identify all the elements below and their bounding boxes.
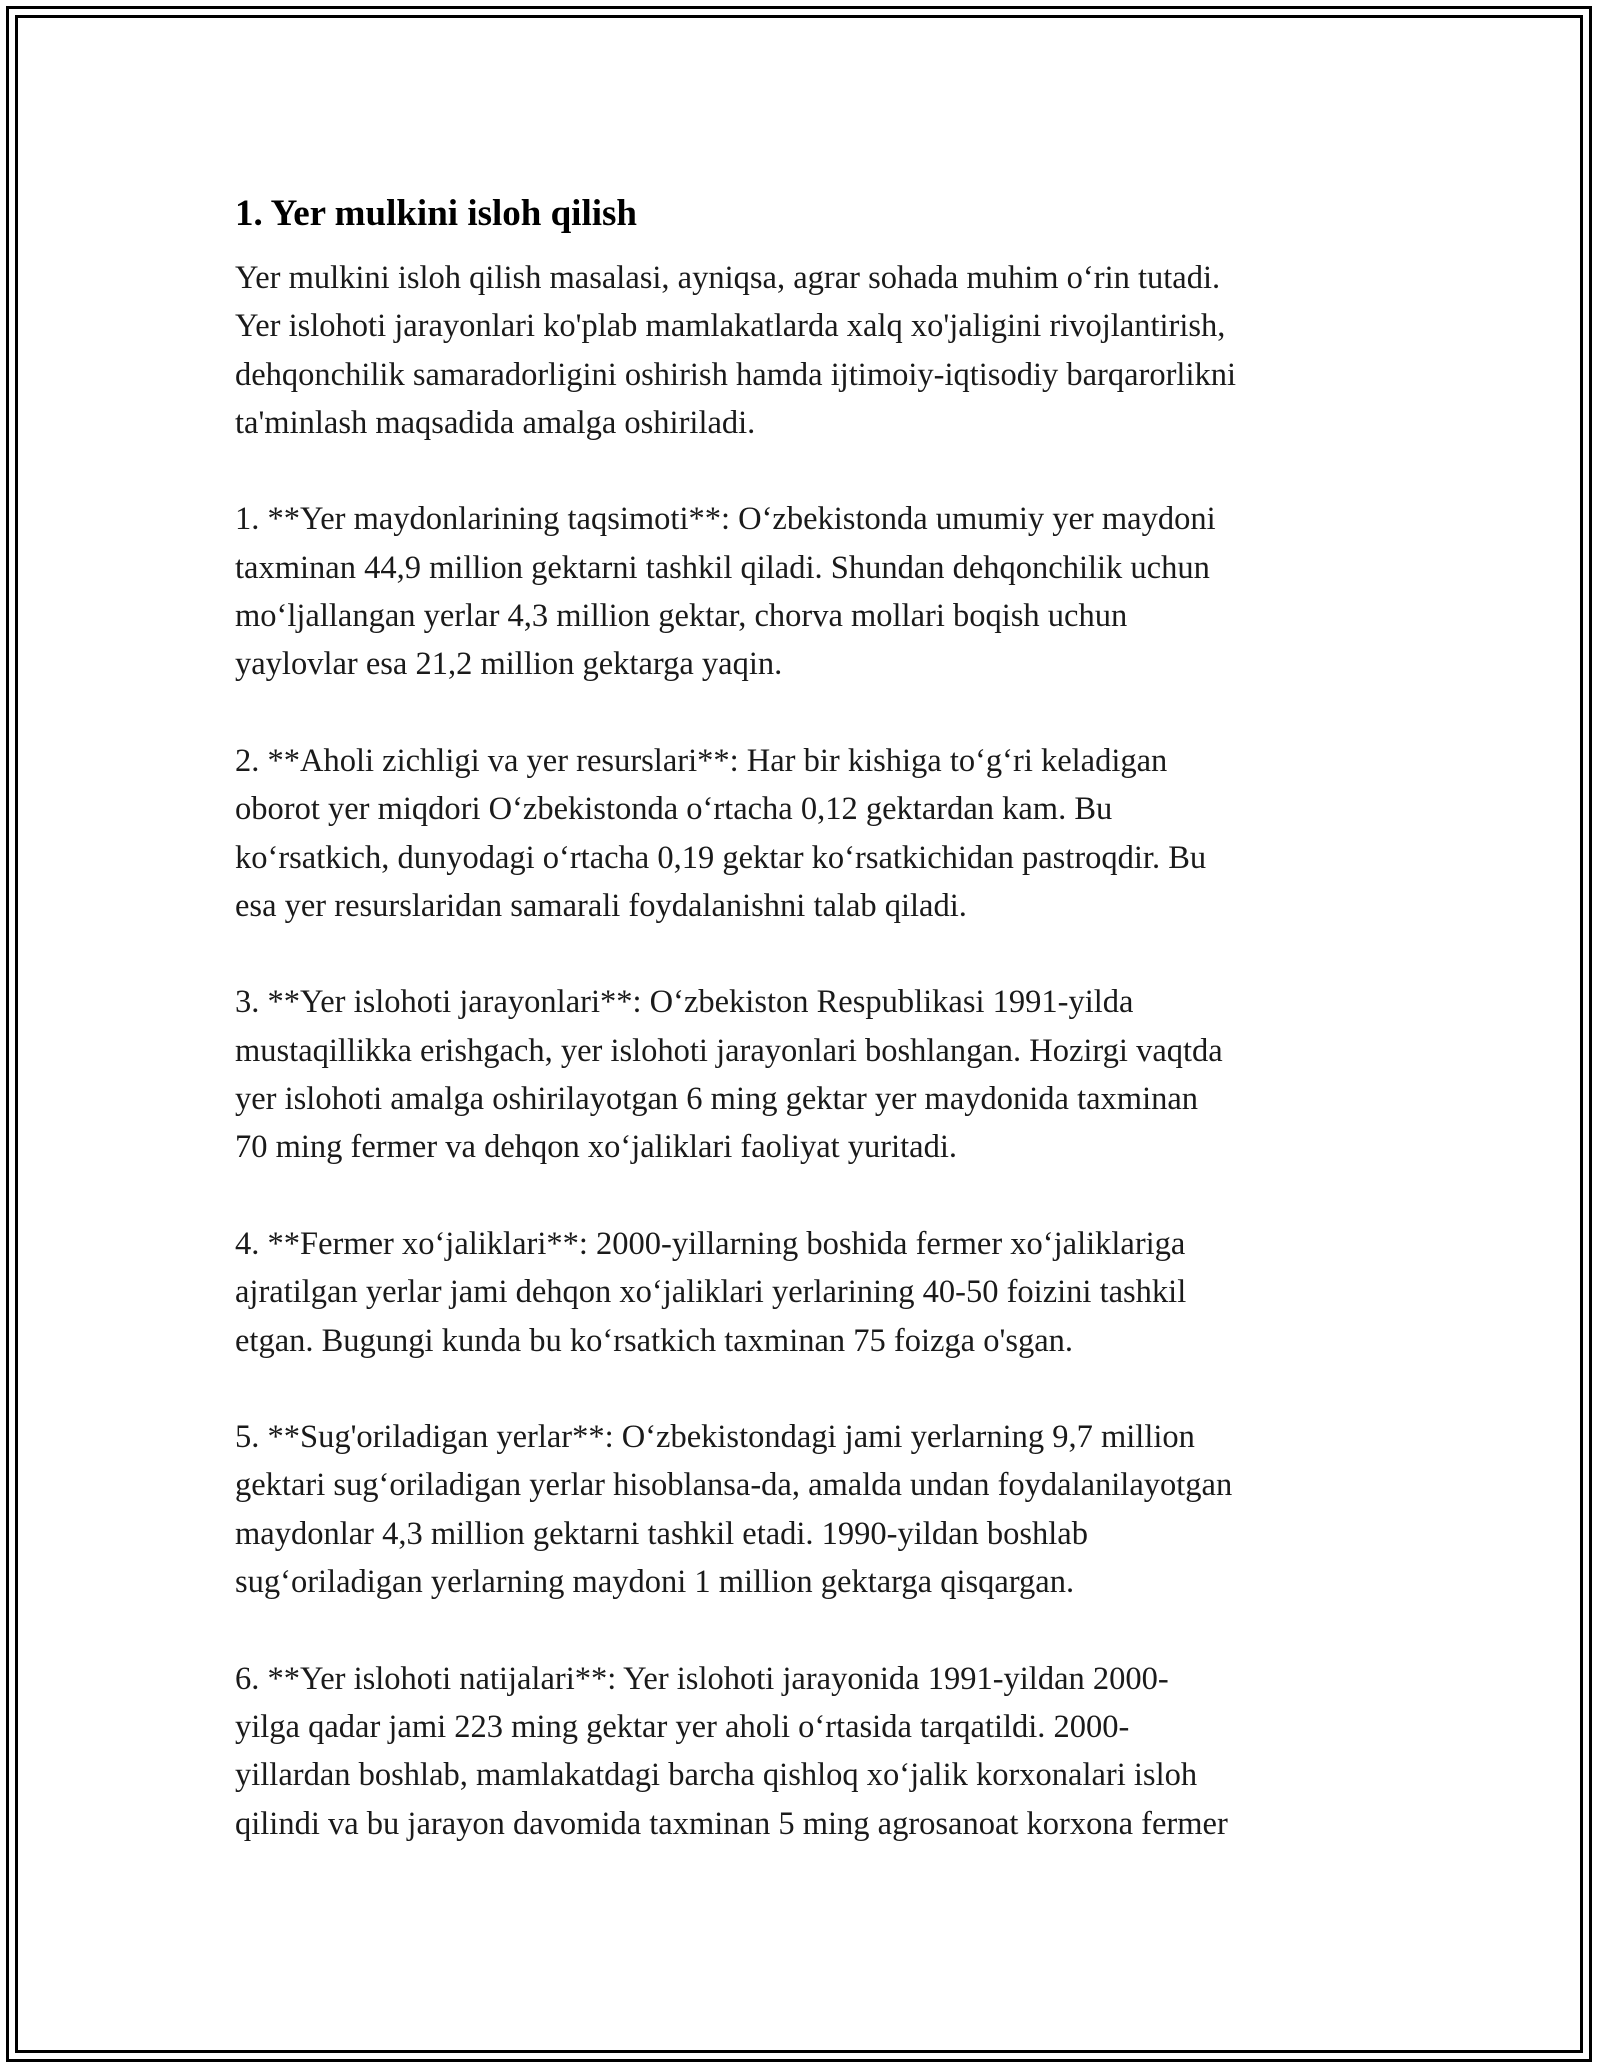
intro-paragraph: Yer mulkini isloh qilish masalasi, ayniqsa, agrar sohada muhim o‘rin tutadi. Yer islohoti jarayonlari ko'plab mamlakatlarda xalq xo'jaligini rivojlantirish, dehqonchilik samaradorligini oshirish hamda ijtimoiy-iqtisodiy barqarorlikni ta'minlash maqsadida amalga oshiriladi. [235,260,1237,441]
list-item-population-density: 2. **Aholi zichligi va yer resurslari**: Har bir kishiga to‘g‘ri keladigan oborot yer miqdori O‘zbekistonda o‘rtacha 0,12 gektardan kam. Bu ko‘rsatkich, dunyodagi o‘rtacha 0,19 gektar ko‘rsatkichidan pastroqdir. Bu esa yer resurslaridan samarali foydalanishni talab qiladi. [235,742,1207,924]
document-body [235,186,1385,1896]
list-item-reform-results: 6. **Yer islohoti natijalari**: Yer islohoti jarayonida 1991-yildan 2000- yilga qadar jami 223 ming gektar yer aholi o‘rtasida tarqatildi. 2000- yillardan boshlab, mamlakatdagi barcha qishloq xo‘jalik korxonalari isloh qilindi va bu jarayon davomida taxminan 5 ming agrosanoat korxona fermer [235,1660,1228,1842]
page-title: 1. Yer mulkini isloh qilish [235,193,637,234]
list-item-land-distribution: 1. **Yer maydonlarining taqsimoti**: O‘zbekistonda umumiy yer maydoni taxminan 44,9 million gektarni tashkil qiladi. Shundan dehqonchilik uchun mo‘ljallangan yerlar 4,3 million gektar, chorva mollari boqish uchun yaylovlar esa 21,2 million gektarga yaqin. [235,501,1216,683]
list-item-farm-enterprises: 4. **Fermer xo‘jaliklari**: 2000-yillarning boshida fermer xo‘jaliklariga ajratilgan yerlar jami dehqon xo‘jaliklari yerlarining 40-50 foizini tashkil etgan. Bugungi kunda bu ko‘rsatkich taxminan 75 foizga o'sgan. [235,1225,1187,1359]
list-item-reform-processes: 3. **Yer islohoti jarayonlari**: O‘zbekiston Respublikasi 1991-yilda mustaqillikka erishgach, yer islohoti jarayonlari boshlangan. Hozirgi vaqtda yer islohoti amalga oshirilayotgan 6 ming gektar yer maydonida taxminan 70 ming fermer va dehqon xo‘jaliklari faoliyat yuritadi. [235,984,1223,1166]
list-item-irrigated-lands: 5. **Sug'oriladigan yerlar**: O‘zbekistondagi jami yerlarning 9,7 million gektari sug‘oriladigan yerlar hisoblansa-da, amalda undan foydalanilayotgan maydonlar 4,3 million gektarni tashkil etadi. 1990-yildan boshlab sug‘oriladigan yerlarning maydoni 1 million gektarga qisqargan. [235,1419,1233,1601]
